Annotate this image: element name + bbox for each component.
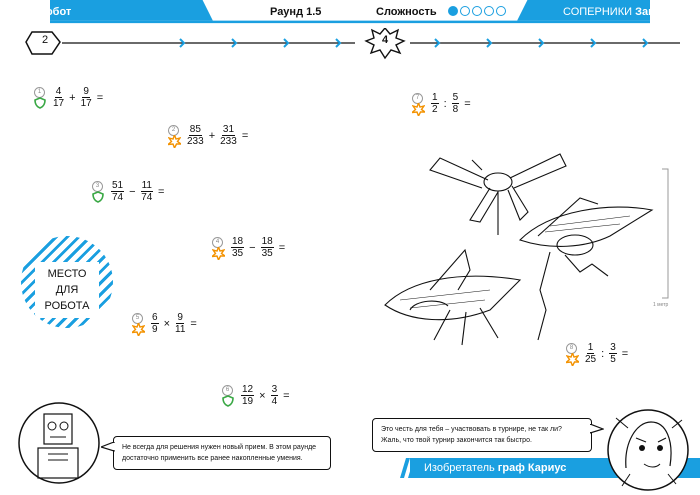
problem-number: 5 [132,313,143,324]
fraction-b [271,384,279,407]
denominator: 2 [432,104,438,115]
round-label: Раунд 1.5 [270,6,322,18]
enemy-machines-illustration [370,140,680,355]
denominator: 35 [261,248,273,259]
equals-sign: = [157,185,165,198]
rivals-label: СОПЕРНИКИ Занозы [563,6,677,18]
robot-place-line1: МЕСТО [47,268,87,280]
equals-sign: = [190,317,197,330]
problem-badge [412,93,426,115]
burst-icon [212,247,225,260]
problem-number: 8 [566,343,577,354]
problem-badge [132,313,146,335]
your-score: 2 [41,34,49,46]
rival-bubble-tail [590,424,604,434]
hint-bubble: Не всегда для решения нужен новый прием. В этом раунде достаточно применить все ранее накопленные умения. [113,436,331,470]
problem-1 [34,86,106,109]
numerator: 1 [432,92,438,103]
problem-2 [168,124,251,147]
denominator: 17 [53,98,65,109]
denominator: 25 [585,354,597,365]
fraction-a [151,312,159,335]
numerator: 5 [452,92,459,103]
problem-badge [168,125,182,147]
robot-placeholder [21,236,113,328]
numerator: 9 [83,86,89,97]
problem-number: 3 [92,181,103,192]
numerator: 18 [261,236,273,247]
problem-badge [222,385,236,407]
fraction-a [111,180,124,203]
difficulty-dot [448,6,458,16]
operator: − [129,185,136,198]
inventor-prefix: Изобретатель [424,462,495,474]
numerator: 3 [610,342,616,353]
shield-icon [34,97,46,109]
problem-badge [92,181,106,203]
fraction-a [187,124,204,147]
shield-icon [92,191,104,203]
fraction-b [141,180,153,203]
difficulty-dot [496,6,506,16]
problem-6 [222,384,293,407]
fraction-a [431,92,439,115]
equals-sign: = [621,347,629,360]
operator: × [163,317,170,330]
operator: + [208,129,216,142]
denominator: 35 [232,248,244,259]
numerator: 9 [177,312,183,323]
difficulty-dot [472,6,482,16]
problem-badge [212,237,226,259]
fraction-a [231,236,244,259]
problem-number: 4 [212,237,223,248]
denominator: 4 [271,396,278,407]
hint-bubble-tail [101,442,115,452]
shield-icon [222,395,234,407]
denominator: 5 [610,354,616,365]
scale-bracket [660,168,672,300]
difficulty-dot [460,6,470,16]
problem-number: 2 [168,125,179,136]
problem-number: 1 [34,87,45,98]
helper-robot-avatar [18,402,100,484]
problem-badge [34,87,48,109]
fraction-b [261,236,274,259]
operator: × [259,389,266,402]
problem-5 [132,312,200,335]
equals-sign: = [96,91,104,104]
equals-sign: = [278,241,286,254]
denominator: 11 [175,324,186,335]
equals-sign: = [241,129,249,142]
denominator: 233 [220,136,237,147]
fraction-b [81,86,92,109]
denominator: 19 [242,396,254,407]
difficulty-label: Сложность [376,6,437,18]
operator: : [443,97,447,110]
scale-label: 1 метр [653,302,669,308]
problem-3 [92,180,167,203]
fraction-b [220,124,237,147]
rival-bubble: Это честь для тебя – участвовать в турнире, не так ли? Жаль, что твой турнир закончится так быстро. [372,418,592,452]
fraction-b [452,92,460,115]
rival-score: 4 [381,34,389,46]
burst-icon [132,323,145,336]
burst-icon [168,135,181,148]
denominator: 233 [187,136,204,147]
problem-number: 7 [412,93,423,104]
robot-place-line2: ДЛЯ РОБОТА [44,284,90,312]
denominator: 8 [452,104,459,115]
problem-4 [212,236,288,259]
your-robot-label: ТВОЙ робот [6,6,72,18]
denominator: 9 [152,324,158,335]
numerator: 51 [112,180,124,191]
difficulty-dot [484,6,494,16]
problem-7 [412,92,474,115]
numerator: 4 [55,86,62,97]
burst-icon [412,103,425,116]
problem-number: 6 [222,385,233,396]
fraction-a [53,86,64,109]
inventor-portrait [606,408,690,492]
equals-sign: = [283,389,290,402]
operator: + [69,91,76,104]
progress-track [0,28,700,68]
fraction-b [175,312,185,335]
operator: − [249,241,256,254]
equals-sign: = [464,97,471,110]
numerator: 12 [242,384,254,395]
numerator: 85 [189,124,201,135]
numerator: 11 [141,180,152,191]
denominator: 17 [80,98,92,109]
numerator: 6 [152,312,158,323]
denominator: 74 [112,192,124,203]
numerator: 1 [587,342,594,353]
numerator: 3 [271,384,278,395]
difficulty-dots [448,6,506,16]
inventor-name: граф Кариус [497,462,567,474]
fraction-a [241,384,254,407]
numerator: 18 [232,236,244,247]
operator: : [601,347,605,360]
numerator: 31 [222,124,235,135]
denominator: 74 [141,192,153,203]
